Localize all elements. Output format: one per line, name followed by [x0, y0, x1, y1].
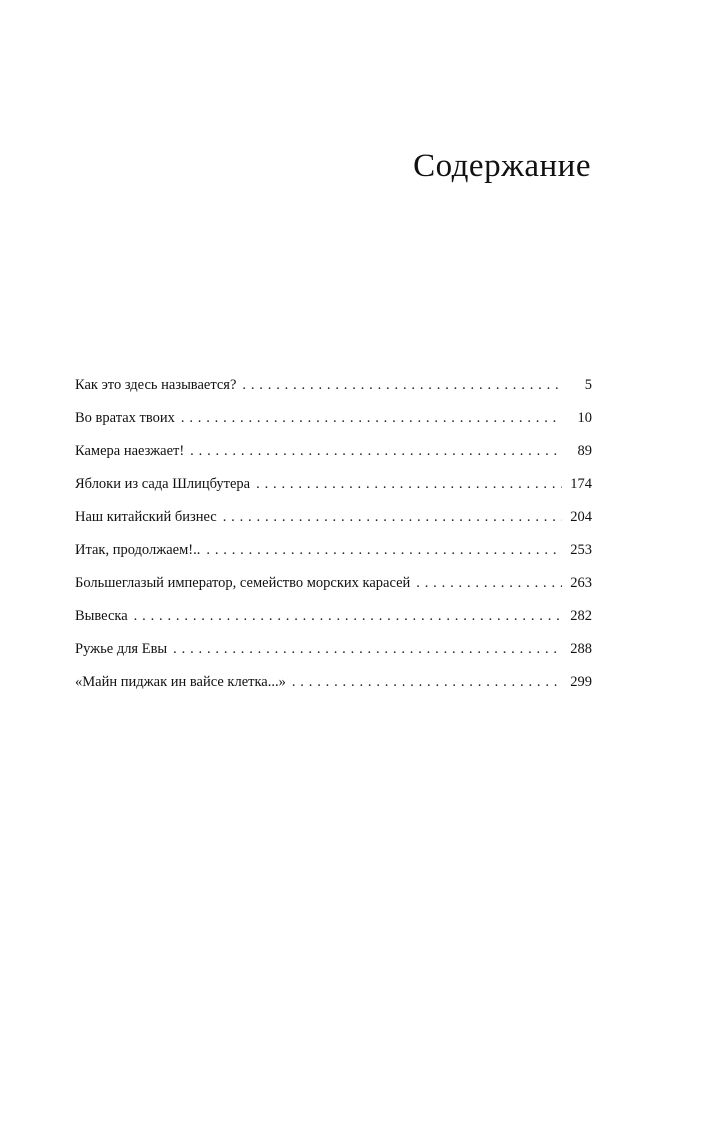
- toc-entry-title: «Майн пиджак ин вайсе клетка...»: [75, 674, 286, 690]
- toc-entry-page: 288: [570, 641, 592, 657]
- toc-dot-leader: [181, 406, 562, 430]
- toc-entry-title: Яблоки из сада Шлицбутера: [75, 476, 251, 492]
- toc-dot-leader: [256, 472, 562, 496]
- toc-entry[interactable]: [75, 604, 592, 637]
- toc-dot-leader: [134, 604, 562, 628]
- toc-dot-leader: [292, 670, 562, 694]
- toc-entry[interactable]: [75, 472, 592, 505]
- toc-entry-page: 263: [570, 575, 592, 591]
- toc-entry[interactable]: [75, 538, 592, 571]
- toc-entry-title: Итак, продолжаем!..: [75, 542, 201, 558]
- toc-entry-title: Во вратах твоих: [75, 410, 175, 426]
- toc-entry-title: Вывеска: [75, 608, 128, 624]
- table-of-contents: [75, 373, 592, 703]
- toc-entry-title: Большеглазый император, семейство морских карасей: [75, 575, 411, 591]
- toc-entry-page: 89: [577, 443, 592, 459]
- toc-entry-page: 204: [570, 509, 592, 525]
- toc-dot-leader: [190, 439, 562, 463]
- toc-dot-leader: [173, 637, 562, 661]
- toc-entry-page: 282: [570, 608, 592, 624]
- toc-dot-leader: [242, 373, 562, 397]
- toc-entry-title: Камера наезжает!: [75, 443, 185, 459]
- toc-entry[interactable]: [75, 670, 592, 703]
- toc-dot-leader: [206, 538, 562, 562]
- toc-entry[interactable]: [75, 373, 592, 406]
- toc-entry[interactable]: [75, 637, 592, 670]
- toc-entry-page: 5: [584, 377, 592, 393]
- toc-dot-leader: [416, 571, 562, 595]
- toc-entry-page: 253: [570, 542, 592, 558]
- toc-dot-leader: [223, 505, 562, 529]
- toc-entry-page: 299: [570, 674, 592, 690]
- toc-entry[interactable]: [75, 505, 592, 538]
- toc-entry-page: 174: [570, 476, 592, 492]
- page-title: Содержание: [413, 148, 591, 184]
- toc-entry[interactable]: [75, 571, 592, 604]
- toc-entry-title: Ружье для Евы: [75, 641, 168, 657]
- toc-entry-page: 10: [577, 410, 592, 426]
- toc-entry-title: Как это здесь называется?: [75, 377, 237, 393]
- toc-entry[interactable]: [75, 406, 592, 439]
- toc-entry[interactable]: [75, 439, 592, 472]
- toc-entry-title: Наш китайский бизнес: [75, 509, 217, 525]
